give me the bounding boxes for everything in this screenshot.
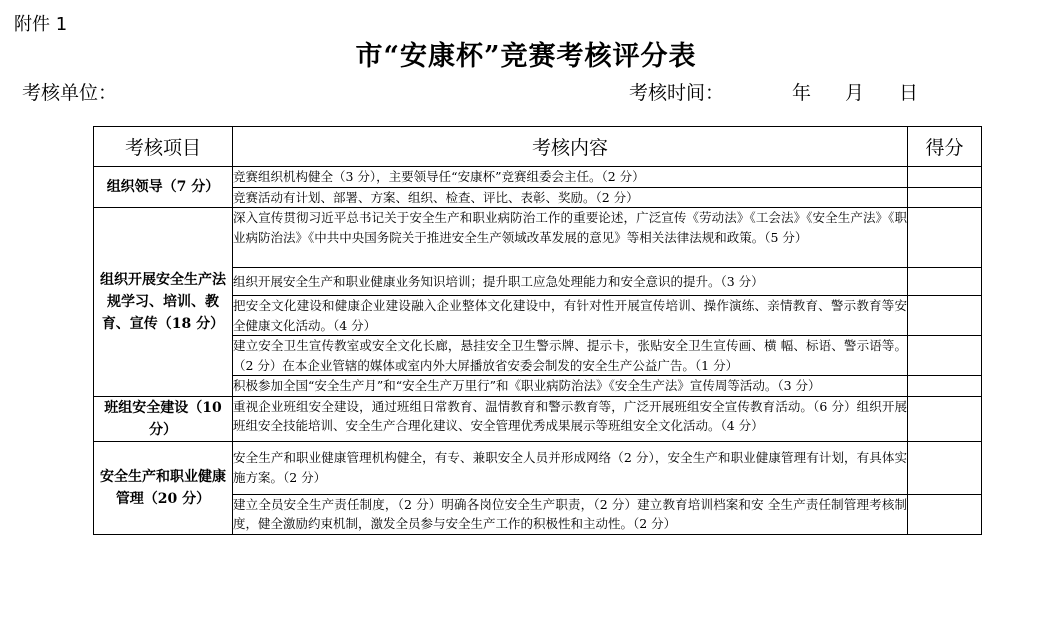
attachment-label: 附件 1: [14, 14, 68, 35]
score-cell[interactable]: [908, 441, 982, 494]
content-cell: 安全生产和职业健康管理机构健全，有专、兼职安全人员并形成网络（2 分），安全生产和职业健康管理有计划，有具体实施方案。（2 分）: [233, 441, 908, 494]
score-cell[interactable]: [908, 187, 982, 208]
content-cell: 积极参加全国“安全生产月”和“安全生产万里行”和《职业病防治法》《安全生产法》宣传周等活动。（3 分）: [233, 376, 908, 397]
content-cell: 深入宣传贯彻习近平总书记关于安全生产和职业病防治工作的重要论述，广泛宣传《劳动法》《工会法》《安全生产法》《职业病防治法》《中共中央国务院关于推进安全生产领域改革发展的意见》等相关法律法规和政策。（5 分）: [233, 208, 908, 268]
month-label: 月: [845, 82, 865, 104]
time-label: 考核时间：: [629, 82, 725, 104]
score-cell[interactable]: [908, 494, 982, 534]
column-header-item: 考核项目: [94, 127, 233, 167]
year-label: 年: [792, 82, 812, 104]
page-title: 市“安康杯”竞赛考核评分表: [355, 41, 697, 72]
category-cell: 安全生产和职业健康管理（20 分）: [94, 441, 233, 534]
table-row: [94, 167, 982, 188]
score-cell[interactable]: [908, 296, 982, 336]
table-row: [94, 396, 982, 441]
content-cell: 建立全员安全生产责任制度，（2 分）明确各岗位安全生产职责，（2 分）建立教育培训档案和安 全生产责任制管理考核制度，健全激励约束机制，激发全员参与安全生产工作的积极性和主动性。（2 分）: [233, 494, 908, 534]
score-cell[interactable]: [908, 208, 982, 268]
score-cell[interactable]: [908, 167, 982, 188]
category-cell: 班组安全建设（10 分）: [94, 396, 233, 441]
content-cell: 把安全文化建设和健康企业建设融入企业整体文化建设中，有针对性开展宣传培训、操作演练、亲情教育、警示教育等安全健康文化活动。（4 分）: [233, 296, 908, 336]
content-cell: 竞赛活动有计划、部署、方案、组织、检查、评比、表彰、奖励。（2 分）: [233, 187, 908, 208]
table-row: [94, 441, 982, 494]
category-cell: 组织开展安全生产法规学习、培训、教育、宣传（18 分）: [94, 208, 233, 397]
unit-label: 考核单位：: [22, 82, 118, 104]
score-cell[interactable]: [908, 396, 982, 441]
content-cell: 竞赛组织机构健全（3 分），主要领导任“安康杯”竞赛组委会主任。（2 分）: [233, 167, 908, 188]
content-cell: 建立安全卫生宣传教室或安全文化长廊，悬挂安全卫生警示牌、提示卡，张贴安全卫生宣传画、横 幅、标语、警示语等。（2 分）在本企业管辖的媒体或室内外大屏播放省安委会制发的安全生产公益广告。（1 分）: [233, 336, 908, 376]
score-cell[interactable]: [908, 268, 982, 296]
column-header-content: 考核内容: [233, 127, 908, 167]
evaluation-table: [93, 126, 982, 535]
content-cell: 重视企业班组安全建设，通过班组日常教育、温情教育和警示教育等，广泛开展班组安全宣传教育活动。（6 分）组织开展班组安全技能培训、安全生产合理化建议、安全管理优秀成果展示等班组安全文化活动。（4 分）: [233, 396, 908, 441]
category-cell: 组织领导（7 分）: [94, 167, 233, 208]
column-header-score: 得分: [908, 127, 982, 167]
table-header-row: [94, 127, 982, 167]
score-cell[interactable]: [908, 336, 982, 376]
table-row: [94, 208, 982, 268]
score-cell[interactable]: [908, 376, 982, 397]
content-cell: 组织开展安全生产和职业健康业务知识培训；提升职工应急处理能力和安全意识的提升。（3 分）: [233, 268, 908, 296]
day-label: 日: [899, 82, 919, 104]
